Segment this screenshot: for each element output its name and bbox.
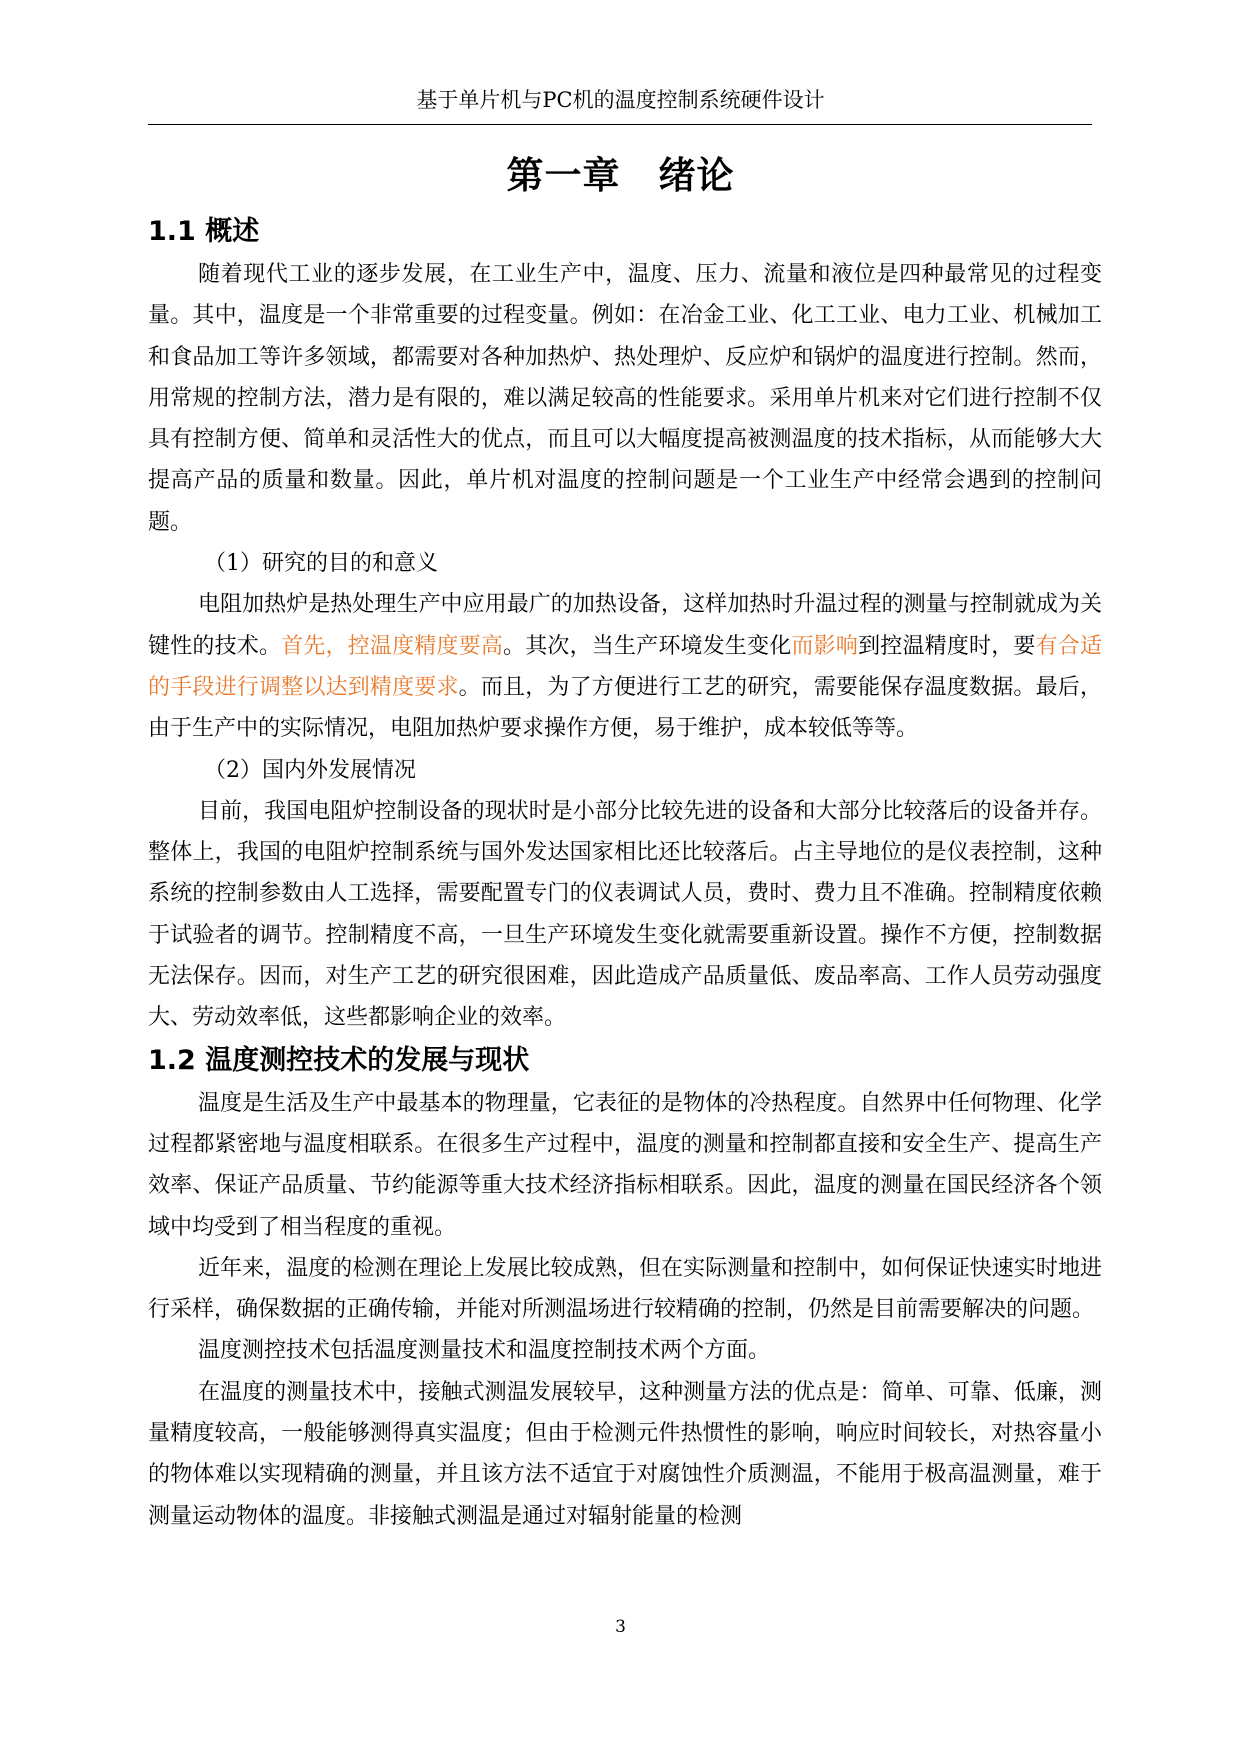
header-rule — [148, 124, 1092, 125]
highlighted-text: 有合适的手段进行调整以达到精度要求 — [148, 633, 1102, 700]
highlighted-text: 首先，控温度精度要高 — [281, 633, 504, 659]
section-heading-1-2: 1.2 温度测控技术的发展与现状 — [148, 1044, 530, 1076]
paragraph: 目前，我国电阻炉控制设备的现状时是小部分比较先进的设备和大部分比较落后的设备并存。整体上，我国的电阻炉控制系统与国外发达国家相比还比较落后。占主导地位的是仪表控制，这种系统的控制参数由人工选择，需要配置专门的仪表调试人员，费时、费力且不准确。控制精度依赖于试验者的调节。控制精度不高，一旦生产环境发生变化就需要重新设置。操作不方便，控制数据无法保存。因而，对生产工艺的研究很困难，因此造成产品质量低、废品率高、工作人员劳动强度大、劳动效率低，这些都影响企业的效率。 — [148, 798, 1102, 1031]
section-heading-1-1: 1.1 概述 — [148, 216, 260, 247]
text-run: 。其次，当生产环境发生变化 — [503, 633, 792, 659]
chapter-title: 第一章 绪论 — [506, 153, 735, 197]
paragraph: 温度测控技术包括温度测量技术和温度控制技术两个方面。 — [198, 1338, 771, 1364]
running-header: 基于单片机与PC机的温度控制系统硬件设计 — [416, 88, 825, 112]
paragraph: 在温度的测量技术中，接触式测温发展较早，这种测量方法的优点是：简单、可靠、低廉，测量精度较高，一般能够测得真实温度；但由于检测元件热惯性的影响，响应时间较长，对热容量小的物体难以实现精确的测量，并且该方法不适宜于对腐蚀性介质测温，不能用于极高温测量，难于测量运动物体的温度。非接触式测温是通过对辐射能量的检测 — [148, 1379, 1102, 1529]
paragraph: 随着现代工业的逐步发展，在工业生产中，温度、压力、流量和液位是四种最常见的过程变量。其中，温度是一个非常重要的过程变量。例如：在冶金工业、化工工业、电力工业、机械加工和食品加工等许多领域，都需要对各种加热炉、热处理炉、反应炉和锅炉的温度进行控制。然而，用常规的控制方法，潜力是有限的，难以满足较高的性能要求。采用单片机来对它们进行控制不仅具有控制方便、简单和灵活性大的优点，而且可以大幅度提高被测温度的技术指标，从而能够大大提高产品的质量和数量。因此，单片机对温度的控制问题是一个工业生产中经常会遇到的控制问题。 — [148, 262, 1102, 535]
text-run: 到控温精度时，要 — [858, 633, 1036, 659]
page-body — [148, 210, 1102, 1537]
subheading-purpose: （1）研究的目的和意义 — [204, 551, 438, 577]
text-run: 。而且，为了方便进行工艺的研究，需要能保存温度数据。最后，由于生产中的实际情况，电阻加热炉要求操作方便，易于维护，成本较低等等。 — [148, 674, 1102, 742]
text-run: 电阻加热炉是热处理生产中应用最广的加热设备，这样加热时升温过程的测量与控制就成为关键性的技术。 — [148, 592, 1102, 659]
subheading-development: （2）国内外发展情况 — [204, 757, 416, 783]
page-number: 3 — [615, 1617, 626, 1637]
highlighted-text: 而影响 — [791, 633, 859, 659]
paragraph: 近年来，温度的检测在理论上发展比较成熟，但在实际测量和控制中，如何保证快速实时地进行采样，确保数据的正确传输，并能对所测温场进行较精确的控制，仍然是目前需要解决的问题。 — [148, 1255, 1102, 1323]
paragraph: 温度是生活及生产中最基本的物理量，它表征的是物体的冷热程度。自然界中任何物理、化学过程都紧密地与温度相联系。在很多生产过程中，温度的测量和控制都直接和安全生产、提高生产效率、保证产品质量、节约能源等重大技术经济指标相联系。因此，温度的测量在国民经济各个领域中均受到了相当程度的重视。 — [148, 1090, 1102, 1240]
paragraph-purpose — [148, 584, 1102, 749]
